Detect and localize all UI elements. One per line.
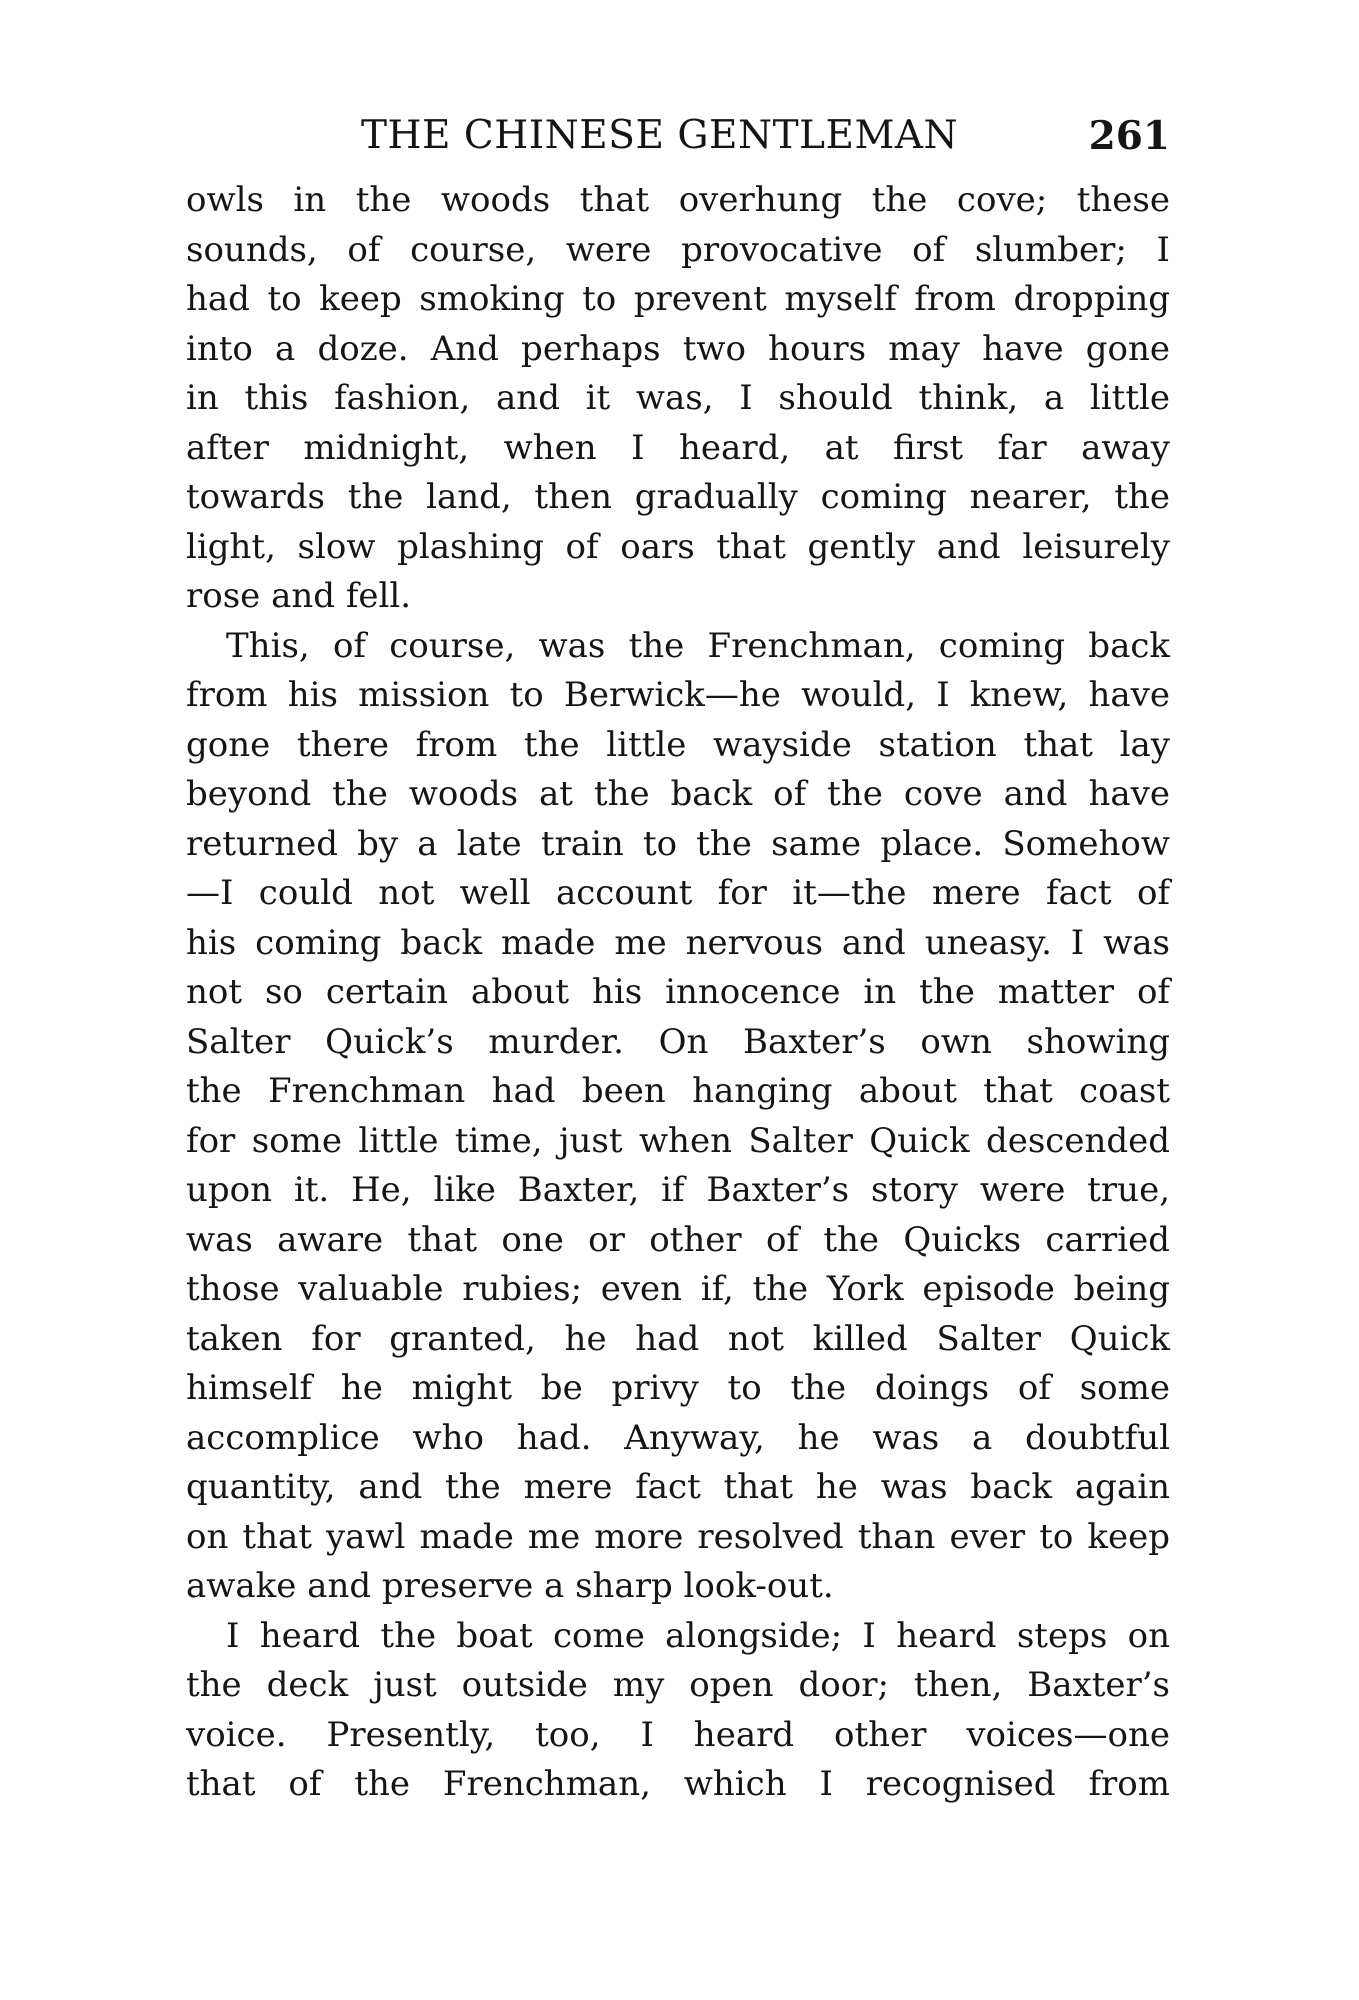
text-line: voice. Presently, too, I heard other voices—one [186,1714,1170,1755]
text-line: light, slow plashing of oars that gently and leisurely [186,526,1170,567]
text-line: towards the land, then gradually coming nearer, the [186,477,1170,517]
text-line: returned by a late train to the same place. Somehow [186,823,1170,864]
text-line: was aware that one or other of the Quicks carried [186,1219,1170,1260]
text-line: for some little time, just when Salter Quick descended [186,1120,1170,1161]
text-line: after midnight, when I heard, at first far away [186,427,1170,468]
text-line: on that yawl made me more resolved than ever to keep [186,1516,1170,1557]
text-line: the deck just outside my open door; then, Baxter’s [186,1665,1170,1705]
text-line: —I could not well account for it—the mere fact of [186,873,1170,913]
text-line: those valuable rubies; even if, the York episode being [186,1269,1170,1309]
text-line: the Frenchman had been hanging about that coast [186,1071,1170,1111]
text-line: quantity, and the mere fact that he was back again [186,1467,1170,1507]
text-line: owls in the woods that overhung the cove; these [186,180,1170,220]
text-line: into a doze. And perhaps two hours may have gone [186,328,1170,369]
text-line: I heard the boat come alongside; I heard steps on [226,1615,1170,1656]
text-line: not so certain about his innocence in the matter of [186,972,1170,1012]
text-line: accomplice who had. Anyway, he was a doubtful [186,1417,1170,1458]
text-line: that of the Frenchman, which I recognised from [186,1764,1170,1804]
text-line: his coming back made me nervous and uneasy. I was [186,922,1170,963]
running-title: THE CHINESE GENTLEMAN [361,113,959,158]
page-number: 261 [1088,113,1170,159]
text-line: himself he might be privy to the doings of some [186,1368,1170,1408]
text-line: upon it. He, like Baxter, if Baxter’s story were true, [186,1170,1170,1210]
text-line: awake and preserve a sharp look-out. [186,1566,834,1606]
text-line: from his mission to Berwick—he would, I knew, have [186,675,1170,715]
text-line: gone there from the little wayside station that lay [186,724,1170,765]
text-line: Salter Quick’s murder. On Baxter’s own showing [186,1021,1170,1062]
text-line: beyond the woods at the back of the cove and have [186,774,1170,814]
text-line: sounds, of course, were provocative of slumber; I [186,229,1170,270]
text-line: rose and fell. [186,576,412,616]
body-text [186,176,1170,1810]
running-head [186,108,1170,164]
text-line: taken for granted, he had not killed Salter Quick [186,1318,1170,1359]
text-line: had to keep smoking to prevent myself from dropping [186,279,1170,319]
text-line: in this fashion, and it was, I should think, a little [186,378,1170,418]
text-line: This, of course, was the Frenchman, coming back [226,625,1170,666]
